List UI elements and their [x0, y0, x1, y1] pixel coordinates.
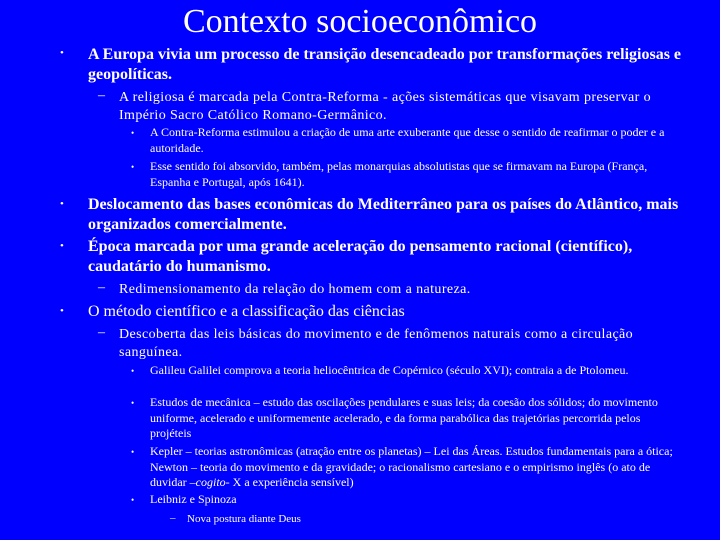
bullet-marker: • [60, 240, 64, 252]
detail-kepler-newton [150, 444, 675, 491]
bullet-marker: • [131, 128, 135, 138]
subbullet-leis-movimento: Descoberta das leis básicas do movimento e de fenômenos naturais como a circulação sanguínea. [119, 327, 634, 360]
detail-nova-postura: Nova postura diante Deus [187, 513, 301, 525]
detail-leibniz-spinoza: Leibniz e Spinoza [150, 492, 237, 506]
kepler-text-a: Kepler – teorias astronômicas (atração entre os planetas) – Lei das Áreas. Estudos fundamentais para a ótica; Newton – teoria do movimento e da gravidade; o racionalismo cartesiano e o empirismo inglês (o ato de duvidar – [150, 444, 673, 489]
bullet-marker: • [131, 447, 135, 457]
bullet-pensamento-racional: Época marcada por uma grande aceleração do pensamento racional (científico), caudatário do humanismo. [88, 238, 633, 275]
bullet-marker: • [131, 366, 135, 376]
detail-arte-exuberante: A Contra-Reforma estimulou a criação de uma arte exuberante que desse o sentido de reafirmar o poder e a autoridade. [150, 125, 665, 155]
subbullet-contra-reforma: A religiosa é marcada pela Contra-Reforma - ações sistemáticas que visavam preservar o Império Sacro Católico Romano-Germânico. [119, 90, 651, 123]
subbullet-homem-natureza: Redimensionamento da relação do homem com a natureza. [119, 282, 471, 297]
bullet-marker: • [131, 162, 135, 172]
kepler-text-cogito: cogito [195, 475, 226, 489]
bullet-marker: • [131, 398, 135, 408]
bullet-marker: • [131, 495, 135, 505]
bullet-metodo-cientifico: O método científico e a classificação das ciências [88, 303, 405, 320]
bullet-marker: • [60, 305, 64, 317]
dash-marker: – [98, 325, 105, 340]
dash-marker: – [98, 280, 105, 295]
detail-galileu: Galileu Galilei comprova a teoria heliocêntrica de Copérnico (século XVI); contraia a de Ptolomeu. [150, 363, 629, 377]
bullet-marker: • [60, 47, 64, 59]
dash-marker: – [170, 512, 176, 524]
bullet-deslocamento-economico: Deslocamento das bases econômicas do Mediterrâneo para os países do Atlântico, mais organizados comercialmente. [88, 196, 679, 233]
kepler-text-b: - X a experiência sensível) [225, 475, 354, 489]
dash-marker: – [98, 88, 105, 103]
bullet-marker: • [60, 198, 64, 210]
bullet-europa-transicao: A Europa vivia um processo de transição desencadeado por transformações religiosas e geopolíticas. [88, 46, 682, 83]
detail-monarquias-absolutistas: Esse sentido foi absorvido, também, pelas monarquias absolutistas que se firmavam na Europa (França, Espanha e Portugal, após 1641). [150, 159, 648, 189]
detail-mecanica: Estudos de mecânica – estudo das oscilações pendulares e suas leis; da coesão dos sólidos; do movimento uniforme, acelerado e uniformemente acelerado, e da forma parabólica das trajetórias percorrida pelos projéteis [150, 395, 658, 440]
slide-title: Contexto socioeconômico [182, 3, 538, 40]
